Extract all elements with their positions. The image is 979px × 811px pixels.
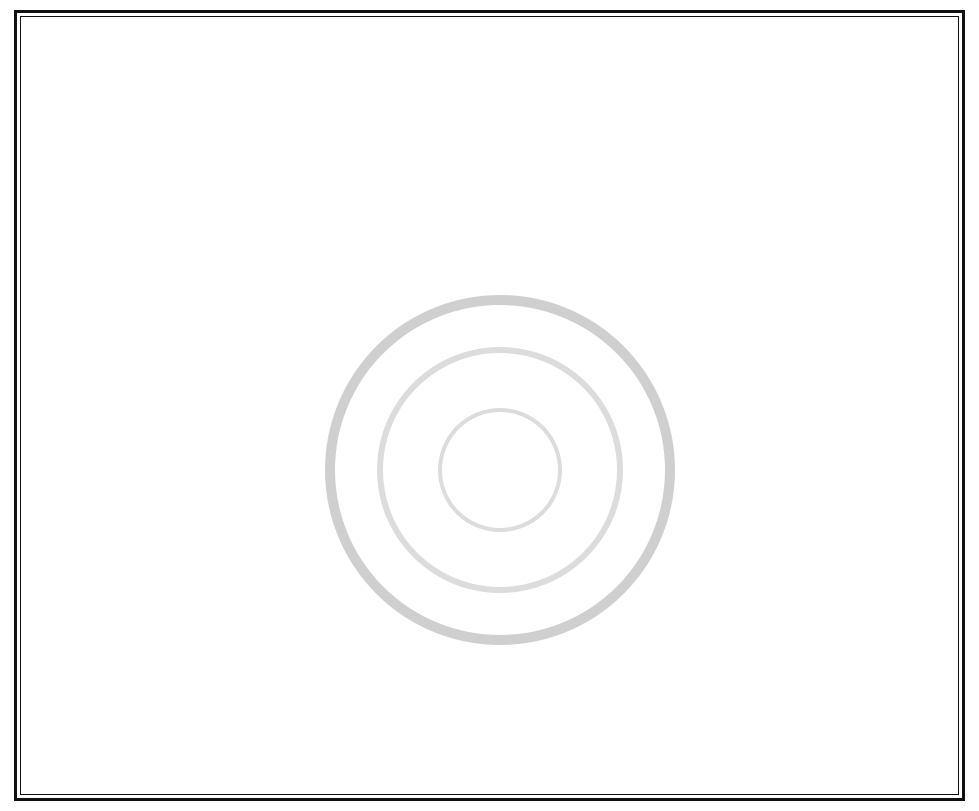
notice-body xyxy=(30,22,949,788)
